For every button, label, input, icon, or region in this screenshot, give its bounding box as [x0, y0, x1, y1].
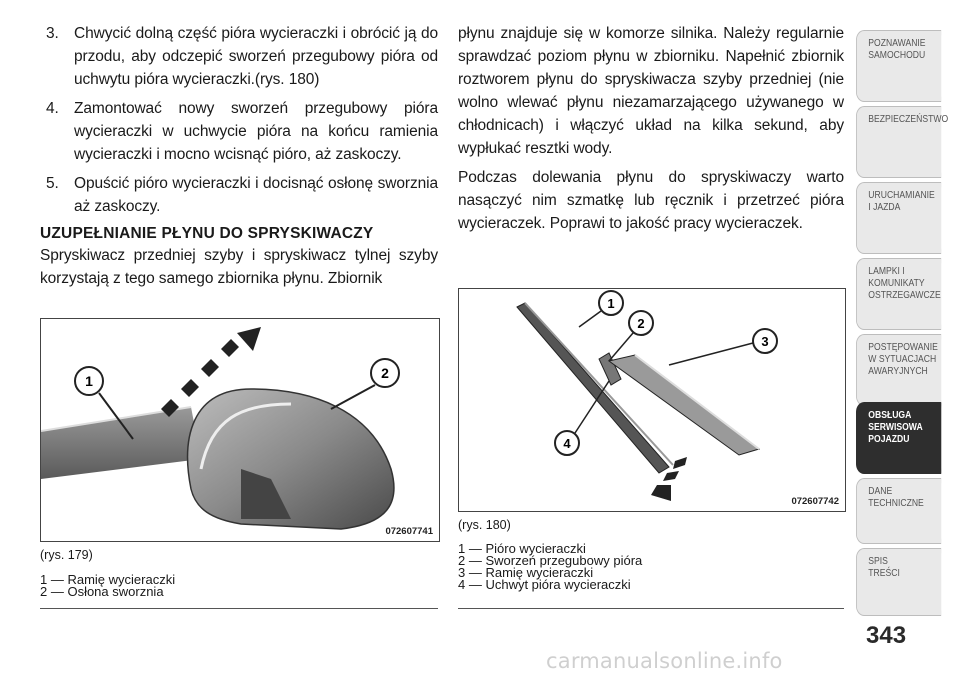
- legend-item: 2 — Osłona sworznia: [40, 584, 164, 599]
- wiper-cover-illustration: [41, 319, 439, 541]
- legend-item: 4 — Uchwyt pióra wycieraczki: [458, 577, 631, 592]
- callout-2: 2: [637, 316, 645, 331]
- tab-bezpieczenstwo[interactable]: BEZPIECZEŃSTWO: [856, 106, 941, 178]
- legend-item: 2 — Sworzeń przegubowy pióra: [458, 553, 643, 568]
- watermark: carmanualsonline.info: [546, 649, 783, 673]
- tab-spis-tresci[interactable]: SPIS TREŚCI: [856, 548, 941, 616]
- figure-code: 072607742: [791, 496, 839, 507]
- divider: [458, 608, 844, 609]
- tab-obsluga-serwisowa[interactable]: OBSŁUGA SERWISOWA POJAZDU: [856, 402, 941, 474]
- tab-poznawanie-samochodu[interactable]: POZNAWANIE SAMOCHODU: [856, 30, 941, 102]
- body-paragraph: Spryskiwacz przedniej szyby i spryskiwacz tylnej szyby korzystają z tego samego zbiornika płynu. Zbiornik: [40, 247, 438, 287]
- legend-item: 3 — Ramię wycieraczki: [458, 565, 594, 580]
- body-paragraph-1: płynu znajduje się w komorze silnika. Należy regularnie sprawdzać poziom płynu w zbiorniku. Napełnić zbiornik roztworem płynu do spryskiwacza szyby przedniej (nie wolno wlewać płynu niezamarzającego używanego w chłodnicach) i włączyć układ na kilka sekund, aby wypłukać resztki wody.: [458, 25, 844, 157]
- pivot-cover-shape: [188, 389, 394, 529]
- step-text: Chwycić dolną część pióra wycieraczki i obrócić ją do przodu, aby odczepić sworzeń przegubowy pióra od uchwytu pióra wycieraczki.(rys. 180): [74, 25, 438, 88]
- page-number: 343: [866, 622, 907, 649]
- wiper-blade-illustration: [459, 289, 845, 511]
- step-text: Zamontować nowy sworzeń przegubowy pióra wycieraczki w uchwycie pióra na końcu ramienia wycieraczki i mocno wcisnąć pióro, aż zaskoczy.: [74, 100, 438, 163]
- right-column: [458, 22, 844, 235]
- tab-postepowanie-awaryjne[interactable]: POSTĘPOWANIE W SYTUACJACH AWARYJNYCH: [856, 334, 941, 406]
- body-paragraph-2: Podczas dolewania płynu do spryskiwaczy warto nasączyć nim szmatkę lub ręcznik i przetrzeć pióra wycieraczek. Poprawi to jakość pracy wycieraczek.: [458, 169, 844, 232]
- step-text: Opuścić pióro wycieraczki i docisnąć osłonę sworznia aż zaskoczy.: [74, 175, 438, 215]
- divider: [40, 608, 438, 609]
- figure-179-legend: [40, 574, 175, 598]
- figure-180-wiper-blade: [458, 288, 846, 512]
- section-heading: UZUPEŁNIANIE PŁYNU DO SPRYSKIWACZY: [40, 225, 374, 242]
- legend-item: 1 — Pióro wycieraczki: [458, 541, 586, 556]
- figure-180-caption: (rys. 180): [458, 518, 511, 532]
- figure-179-wiper-arm-cover: [40, 318, 440, 542]
- callout-4: 4: [563, 436, 571, 451]
- tab-lampki-i-komunikaty[interactable]: LAMPKI I KOMUNIKATY OSTRZEGAWCZE: [856, 258, 941, 330]
- callout-1: 1: [607, 296, 615, 311]
- figure-code: 072607741: [385, 526, 433, 537]
- callout-1: 1: [85, 373, 93, 389]
- step-4: 4. Zamontować nowy sworzeń przegubowy pióra wycieraczki w uchwycie pióra na końcu ramienia wycieraczki i mocno wcisnąć pióro, aż zaskoczy.: [46, 100, 438, 163]
- step-3: 3. Chwycić dolną część pióra wycieraczki i obrócić ją do przodu, aby odczepić sworzeń przegubowy pióra od uchwytu pióra wycieraczki.(rys. 180): [46, 25, 438, 88]
- callout-3: 3: [761, 334, 769, 349]
- steps-list: [40, 22, 438, 218]
- figure-179-caption: (rys. 179): [40, 548, 93, 562]
- tab-uruchamianie-i-jazda[interactable]: URUCHAMIANIE I JAZDA: [856, 182, 941, 254]
- callout-2: 2: [381, 365, 389, 381]
- step-5: 5. Opuścić pióro wycieraczki i docisnąć osłonę sworznia aż zaskoczy.: [46, 175, 438, 215]
- figure-180-legend: [458, 543, 642, 591]
- left-column: [40, 22, 438, 290]
- legend-item: 1 — Ramię wycieraczki: [40, 572, 176, 587]
- tab-dane-techniczne[interactable]: DANE TECHNICZNE: [856, 478, 941, 544]
